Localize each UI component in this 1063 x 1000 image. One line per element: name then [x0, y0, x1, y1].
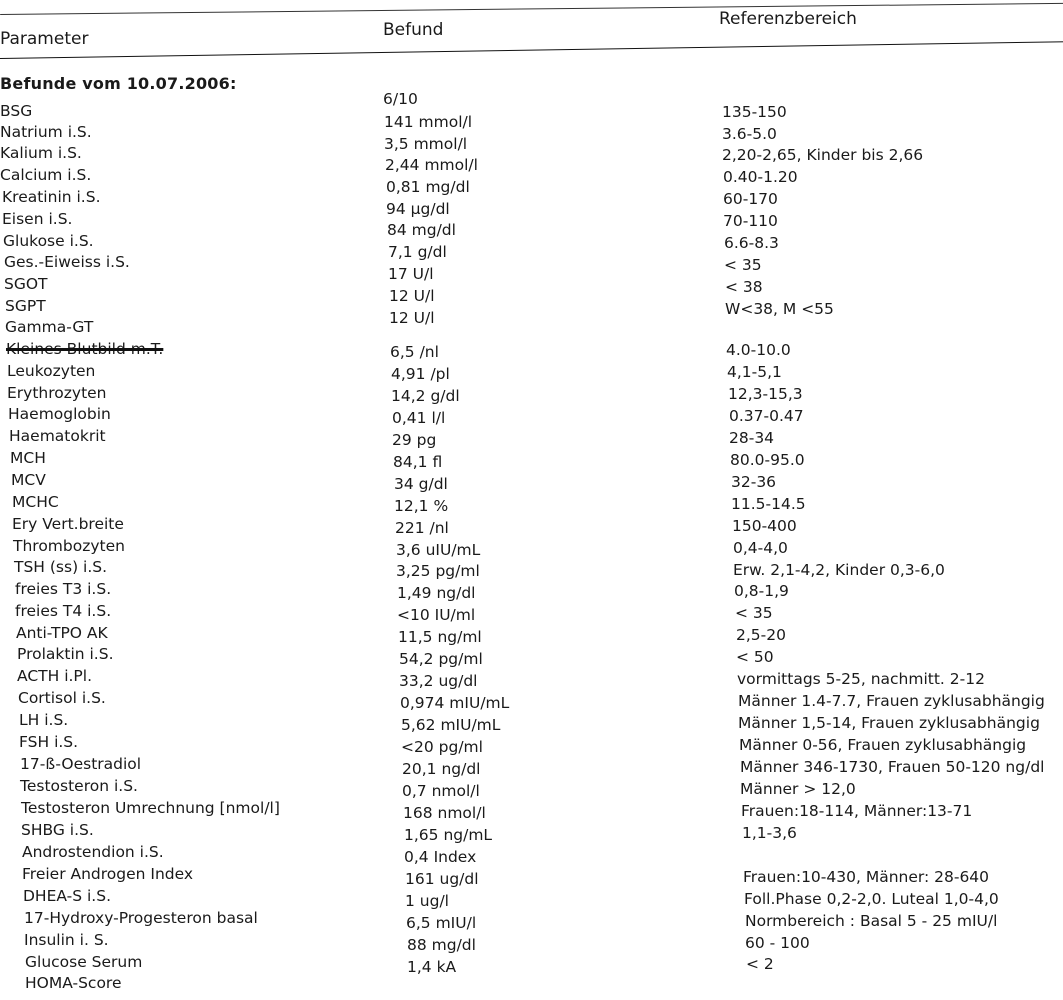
befund-value-5: 0,81 mg/dl: [386, 178, 470, 196]
referenz-range-14: 0.37-0.47: [729, 407, 804, 425]
befund-value-3: 3,5 mmol/l: [384, 135, 468, 153]
parameter-label-21: Thrombozyten: [13, 537, 125, 555]
referenz-range-13: 12,3-15,3: [728, 385, 803, 403]
referenz-range-17: 32-36: [731, 473, 777, 491]
referenz-range-3: 2,20-2,65, Kinder bis 2,66: [722, 146, 924, 164]
referenz-range-27: Männer 1.4-7.7, Frauen zyklusabhängig: [738, 692, 1045, 710]
befund-value-16: 29 pg: [392, 431, 437, 449]
header-divider: [0, 41, 1063, 59]
befund-value-21: 3,6 uIU/mL: [396, 541, 481, 559]
parameter-label-19: MCHC: [12, 493, 59, 511]
parameter-label-27: ACTH i.Pl.: [17, 667, 93, 685]
parameter-label-28: Cortisol i.S.: [18, 689, 106, 707]
referenz-range-12: 4,1-5,1: [727, 363, 782, 381]
befund-value-22: 3,25 pg/ml: [396, 562, 480, 580]
befund-value-19: 12,1 %: [394, 497, 449, 515]
parameter-label-36: Freier Androgen Index: [22, 865, 194, 883]
parameter-label-12: Kleines Blutbild m.T.: [6, 340, 164, 358]
referenz-range-22: 0,8-1,9: [734, 582, 789, 600]
referenz-range-8: < 35: [724, 256, 762, 274]
parameter-label-33: Testosteron Umrechnung [nmol/l]: [21, 799, 280, 817]
befund-value-10: 12 U/l: [389, 287, 435, 305]
befund-value-8: 7,1 g/dl: [388, 243, 447, 261]
befund-value-9: 17 U/l: [388, 265, 434, 283]
befund-value-23: 1,49 ng/dl: [397, 584, 476, 602]
referenz-range-6: 70-110: [723, 212, 778, 230]
befund-value-31: 20,1 ng/dl: [402, 760, 481, 778]
befund-value-6: 94 µg/dl: [386, 200, 450, 218]
parameter-label-15: Haemoglobin: [8, 405, 111, 423]
referenz-range-9: < 38: [725, 278, 763, 296]
befund-value-29: 5,62 mIU/mL: [401, 716, 501, 734]
befund-value-28: 0,974 mIU/mL: [400, 694, 510, 712]
referenz-range-19: 150-400: [732, 517, 797, 535]
befund-value-17: 84,1 fl: [393, 453, 443, 471]
befund-value-12: 6,5 /nl: [390, 343, 439, 361]
parameter-label-2: Natrium i.S.: [0, 123, 92, 141]
referenz-range-15: 28-34: [729, 429, 775, 447]
befund-value-40: 1,4 kA: [407, 958, 457, 976]
parameter-label-26: Prolaktin i.S.: [17, 645, 114, 663]
parameter-label-34: SHBG i.S.: [21, 821, 94, 839]
parameter-label-17: MCH: [10, 449, 46, 467]
parameter-label-41: HOMA-Score: [25, 974, 122, 992]
befund-value-4: 2,44 mmol/l: [385, 156, 478, 174]
referenz-range-5: 60-170: [723, 190, 778, 208]
parameter-label-35: Androstendion i.S.: [22, 843, 164, 861]
referenz-range-26: vormittags 5-25, nachmitt. 2-12: [737, 670, 985, 688]
parameter-label-10: SGPT: [5, 297, 46, 315]
befund-value-34: 1,65 ng/mL: [404, 826, 493, 844]
parameter-label-11: Gamma-GT: [5, 318, 94, 336]
befund-value-7: 84 mg/dl: [387, 221, 456, 239]
befund-value-35: 0,4 Index: [404, 848, 477, 866]
befund-value-36: 161 ug/dl: [405, 870, 479, 888]
befund-value-2: 141 mmol/l: [384, 113, 473, 131]
parameter-label-38: 17-Hydroxy-Progesteron basal: [24, 909, 258, 927]
column-header-parameter: Parameter: [0, 29, 89, 49]
parameter-label-25: Anti-TPO AK: [16, 624, 108, 642]
parameter-label-39: Insulin i. S.: [24, 931, 109, 949]
parameter-label-32: Testosteron i.S.: [20, 777, 138, 795]
befund-value-27: 33,2 ug/dl: [399, 672, 478, 690]
parameter-label-37: DHEA-S i.S.: [23, 887, 112, 905]
referenz-range-36: Foll.Phase 0,2-2,0. Luteal 1,0-4,0: [744, 890, 999, 908]
parameter-label-1: BSG: [0, 102, 33, 120]
befund-value-20: 221 /nl: [395, 519, 449, 537]
befund-value-33: 168 nmol/l: [403, 804, 486, 822]
referenz-range-16: 80.0-95.0: [730, 451, 805, 469]
parameter-label-13: Leukozyten: [7, 362, 96, 380]
befund-value-37: 1 ug/l: [405, 892, 449, 910]
befund-value-25: 11,5 ng/ml: [398, 628, 482, 646]
parameter-label-5: Kreatinin i.S.: [2, 188, 101, 206]
referenz-range-24: 2,5-20: [736, 626, 786, 644]
befund-value-38: 6,5 mIU/l: [406, 914, 477, 932]
column-header-befund: Befund: [383, 20, 444, 40]
top-border-line: [0, 0, 1063, 15]
befund-value-15: 0,41 l/l: [392, 409, 446, 427]
parameter-label-7: Glukose i.S.: [3, 232, 94, 250]
referenz-range-39: < 2: [746, 955, 774, 973]
befund-value-32: 0,7 nmol/l: [402, 782, 480, 800]
referenz-range-4: 0.40-1.20: [723, 168, 798, 186]
befund-value-26: 54,2 pg/ml: [399, 650, 483, 668]
parameter-label-29: LH i.S.: [19, 711, 69, 729]
referenz-range-20: 0,4-4,0: [733, 539, 788, 557]
referenz-range-2: 3.6-5.0: [722, 125, 777, 143]
befund-value-11: 12 U/l: [389, 309, 435, 327]
parameter-label-20: Ery Vert.breite: [12, 515, 124, 533]
referenz-range-1: 135-150: [722, 103, 787, 121]
parameter-label-3: Kalium i.S.: [0, 144, 82, 162]
referenz-range-10: W<38, M <55: [725, 300, 834, 318]
referenz-range-23: < 35: [735, 604, 773, 622]
referenz-range-29: Männer 0-56, Frauen zyklusabhängig: [739, 736, 1027, 754]
referenz-range-35: Frauen:10-430, Männer: 28-640: [743, 868, 990, 886]
befund-value-1: 6/10: [383, 90, 418, 108]
parameter-label-4: Calcium i.S.: [0, 166, 92, 184]
parameter-label-8: Ges.-Eiweiss i.S.: [4, 253, 130, 271]
referenz-range-7: 6.6-8.3: [724, 234, 779, 252]
befund-value-30: <20 pg/ml: [401, 738, 483, 756]
parameter-label-40: Glucose Serum: [25, 953, 143, 971]
referenz-range-11: 4.0-10.0: [726, 341, 791, 359]
referenz-range-33: 1,1-3,6: [742, 824, 797, 842]
referenz-range-21: Erw. 2,1-4,2, Kinder 0,3-6,0: [733, 561, 945, 579]
parameter-label-6: Eisen i.S.: [2, 210, 73, 228]
befund-value-18: 34 g/dl: [394, 475, 448, 493]
referenz-range-30: Männer 346-1730, Frauen 50-120 ng/dl: [740, 758, 1045, 776]
date-heading: Befunde vom 10.07.2006:: [0, 74, 237, 93]
befund-value-24: <10 IU/ml: [397, 606, 476, 624]
parameter-label-22: TSH (ss) i.S.: [14, 558, 108, 576]
parameter-label-31: 17-ß-Oestradiol: [20, 755, 142, 773]
referenz-range-37: Normbereich : Basal 5 - 25 mIU/l: [745, 912, 998, 930]
befund-value-39: 88 mg/dl: [407, 936, 476, 954]
parameter-label-9: SGOT: [4, 275, 48, 293]
parameter-label-18: MCV: [11, 471, 46, 489]
parameter-label-30: FSH i.S.: [19, 733, 79, 751]
parameter-label-16: Haematokrit: [9, 427, 106, 445]
befund-value-14: 14,2 g/dl: [391, 387, 460, 405]
referenz-range-31: Männer > 12,0: [740, 780, 856, 798]
befund-value-13: 4,91 /pl: [391, 365, 450, 383]
parameter-label-23: freies T3 i.S.: [15, 580, 112, 598]
referenz-range-32: Frauen:18-114, Männer:13-71: [741, 802, 973, 820]
referenz-range-38: 60 - 100: [745, 934, 810, 952]
referenz-range-28: Männer 1,5-14, Frauen zyklusabhängig: [738, 714, 1040, 732]
parameter-label-14: Erythrozyten: [7, 384, 107, 402]
parameter-label-24: freies T4 i.S.: [15, 602, 112, 620]
referenz-range-18: 11.5-14.5: [731, 495, 806, 513]
column-header-referenz: Referenzbereich: [719, 9, 857, 29]
referenz-range-25: < 50: [736, 648, 774, 666]
